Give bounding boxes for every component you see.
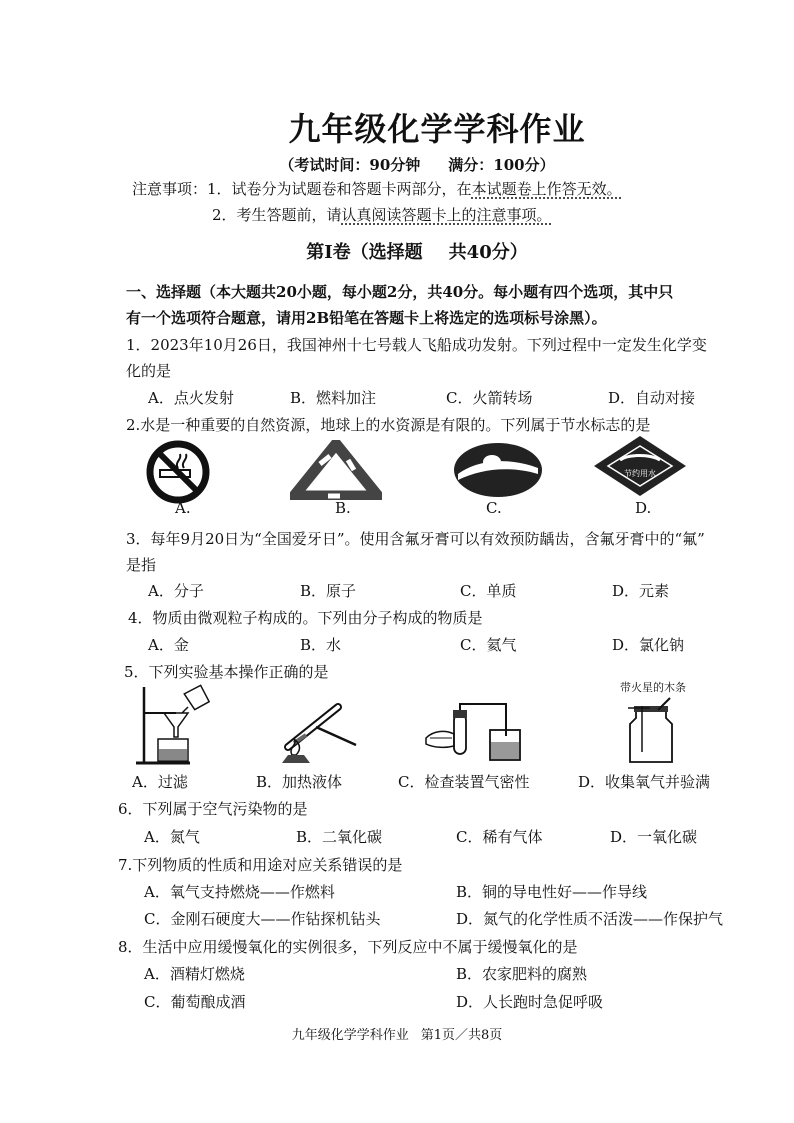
q2-stem: 2.水是一种重要的自然资源，地球上的水资源是有限的。下列属于节水标志的是 <box>126 416 651 434</box>
q7-option-b: B．铜的导电性好——作导线 <box>456 883 648 901</box>
q4-option-b: B．水 <box>300 636 342 654</box>
notes-label: 注意事项： <box>132 180 208 198</box>
footer-name: 九年级化学学科作业 <box>291 1028 409 1043</box>
section-title: 第Ⅰ卷（选择题 共40分） <box>306 242 528 263</box>
q7-option-c: C．金刚石硬度大——作钻探机钻头 <box>144 910 381 928</box>
q7-option-d: D．氮气的化学性质不活泼——作保护气 <box>456 910 724 928</box>
q8-stem: 8．生活中应用缓慢氧化的实例很多，下列反应中不属于缓慢氧化的是 <box>118 938 578 956</box>
q3-stem-1: 3．每年9月20日为“全国爱牙日”。使用含氟牙膏可以有效预防龋齿，含氟牙膏中的“氟” <box>126 530 705 548</box>
q5-option-c: C．检查装置气密性 <box>398 773 530 791</box>
q5-option-b: B．加热液体 <box>256 773 343 791</box>
q5-stem: 5．下列实验基本操作正确的是 <box>124 663 329 681</box>
q3-option-b: B．原子 <box>300 582 357 600</box>
q1-option-c: C．火箭转场 <box>446 389 533 407</box>
page-title: 九年级化学学科作业 <box>288 110 586 148</box>
q8-option-b: B．农家肥料的腐熟 <box>456 965 588 983</box>
q2-label-a: A. <box>175 499 191 517</box>
q4-option-a: A．金 <box>148 636 189 654</box>
notes-line-1: 注意事项：1．试卷分为试题卷和答题卡两部分，在本试题卷上作答无效。 <box>132 180 622 198</box>
q7-stem: 7.下列物质的性质和用途对应关系错误的是 <box>118 856 403 874</box>
oxygen-collection-bottle-icon <box>610 696 690 766</box>
recycle-icon <box>290 440 382 500</box>
q3-stem-2: 是指 <box>126 556 157 574</box>
q6-option-d: D．一氧化碳 <box>610 828 698 846</box>
water-saving-sign-icon <box>592 434 688 498</box>
q7-option-a: A．氧气支持燃烧——作燃料 <box>144 883 335 901</box>
airtightness-check-icon <box>424 700 544 766</box>
q2-label-b: B. <box>335 499 351 517</box>
q8-option-d: D．人长跑时急促呼吸 <box>456 993 604 1011</box>
heating-test-tube-icon <box>276 695 360 767</box>
part1-instructions-2: 有一个选项符合题意，请用2B铅笔在答题卡上将选定的选项标号涂黑）。 <box>126 309 607 327</box>
full-score: 满分：100分） <box>448 156 555 174</box>
q1-option-a: A．点火发射 <box>148 389 234 407</box>
q8-option-c: C．葡萄酿成酒 <box>144 993 246 1011</box>
page-number: 第1页／共8页 <box>420 1028 503 1043</box>
exam-time: （考试时间：90分钟 <box>279 156 421 174</box>
q8-option-a: A．酒精灯燃烧 <box>144 965 245 983</box>
notes-line-2: 2．考生答题前，请认真阅读答题卡上的注意事项。 <box>212 206 552 224</box>
q2-label-d: D. <box>635 499 652 517</box>
q3-option-a: A．分子 <box>148 582 204 600</box>
splint-label: 带火星的木条 <box>620 681 686 694</box>
q6-option-b: B．二氧化碳 <box>296 828 383 846</box>
q1-option-d: D．自动对接 <box>608 389 696 407</box>
part1-instructions-1: 一、选择题（本大题共20小题，每小题2分，共40分。每小题有四个选项，其中只 <box>126 283 674 301</box>
no-smoking-icon <box>138 440 224 504</box>
q5-option-d: D．收集氧气并验满 <box>578 773 711 791</box>
q6-option-a: A．氮气 <box>144 828 200 846</box>
q3-option-d: D．元素 <box>612 582 670 600</box>
q1-option-b: B．燃料加注 <box>290 389 377 407</box>
q2-label-c: C. <box>486 499 502 517</box>
q4-stem: 4．物质由微观粒子构成的。下列由分子构成的物质是 <box>128 609 483 627</box>
q1-stem-2: 化的是 <box>126 362 172 380</box>
exam-meta <box>0 154 794 175</box>
filtration-apparatus-icon <box>130 683 214 767</box>
q3-option-c: C．单质 <box>460 582 517 600</box>
water-drop-emblem-icon <box>450 440 546 500</box>
page-footer <box>0 1024 794 1043</box>
q1-stem-1: 1．2023年10月26日，我国神州十七号载人飞船成功发射。下列过程中一定发生化学变 <box>126 336 707 354</box>
q4-option-d: D．氯化钠 <box>612 636 685 654</box>
q6-option-c: C．稀有气体 <box>456 828 543 846</box>
q5-option-a: A．过滤 <box>132 773 188 791</box>
q4-option-c: C．氦气 <box>460 636 517 654</box>
sign-text: 节约用水 <box>624 469 656 478</box>
q6-stem: 6．下列属于空气污染物的是 <box>118 800 308 818</box>
